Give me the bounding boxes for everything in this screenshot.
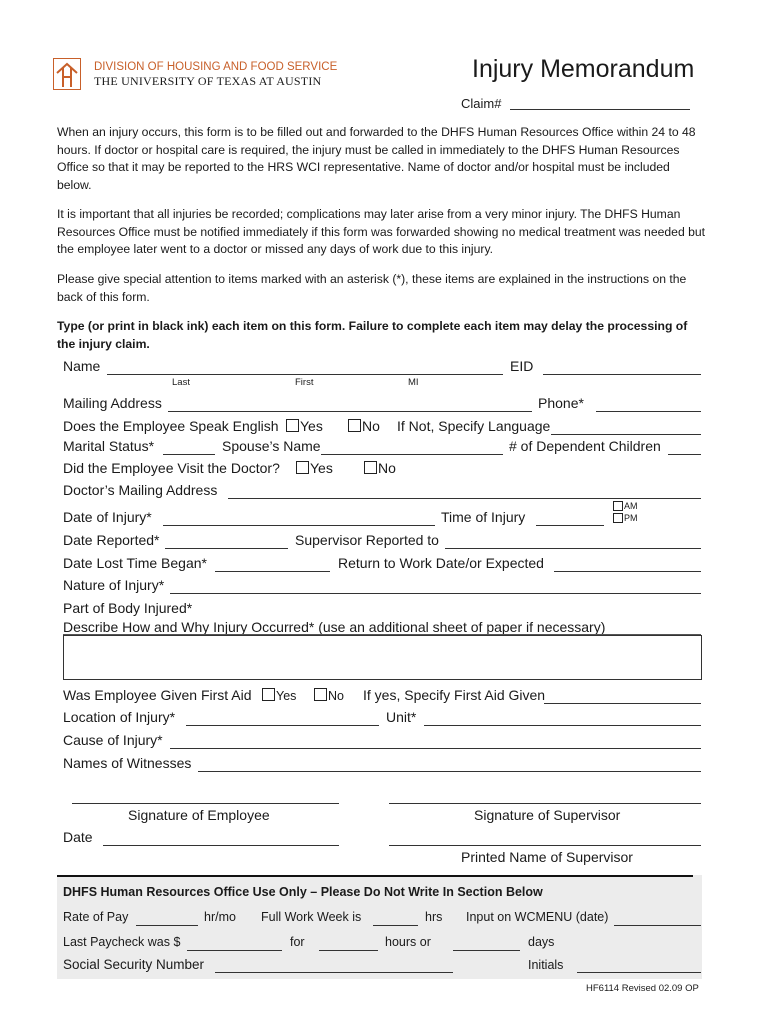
part-of-body-label: Part of Body Injured* [63, 600, 193, 616]
instructions-paragraph-2: It is important that all injuries be recorded; complications may later arise from a very minor injury. The DHFS Human Resources Office must be notified immediately if this form was forwarded showing no medical treatment was needed but the employee later went to a doctor or missed any days of work due to this injury. [57, 207, 706, 256]
witnesses-label: Names of Witnesses [63, 755, 192, 771]
date-label: Date [63, 829, 93, 845]
for-hours-field[interactable] [319, 950, 378, 951]
cause-field[interactable] [170, 748, 701, 749]
phone-label: Phone* [538, 395, 584, 411]
speak-english-no-label: No [362, 418, 380, 434]
speak-english-yes-checkbox[interactable] [286, 419, 299, 432]
input-wcmenu-field[interactable] [614, 925, 701, 926]
location-label: Location of Injury* [63, 709, 176, 725]
spouse-name-field[interactable] [321, 454, 503, 455]
last-paycheck-label: Last Paycheck was $ [63, 935, 181, 949]
division-name: DIVISION OF HOUSING AND FOOD SERVICE [94, 61, 338, 73]
eid-label: EID [510, 358, 534, 374]
office-use-heading: DHFS Human Resources Office Use Only – Please Do Not Write In Section Below [63, 885, 543, 899]
rate-of-pay-field[interactable] [136, 925, 198, 926]
employee-signature-field[interactable] [72, 803, 339, 804]
date-of-injury-field[interactable] [163, 525, 435, 526]
first-sublabel: First [295, 377, 314, 388]
speak-english-no-checkbox[interactable] [348, 419, 361, 432]
visit-doctor-label: Did the Employee Visit the Doctor? [63, 460, 280, 476]
speak-english-yes-label: Yes [300, 418, 323, 434]
mi-sublabel: MI [408, 377, 419, 388]
first-aid-label: Was Employee Given First Aid [63, 687, 252, 703]
date-lost-time-label: Date Lost Time Began* [63, 555, 207, 571]
visit-doctor-yes-label: Yes [310, 460, 333, 476]
mailing-address-field[interactable] [168, 411, 532, 412]
dependents-label: # of Dependent Children [509, 438, 661, 454]
describe-label: Describe How and Why Injury Occurred* (use an additional sheet of paper if necessary) [63, 619, 606, 635]
ssn-label: Social Security Number [63, 957, 205, 972]
am-checkbox[interactable] [613, 501, 623, 511]
date-reported-label: Date Reported* [63, 532, 160, 548]
pm-checkbox[interactable] [613, 513, 623, 523]
days-label: days [528, 935, 555, 949]
claim-label: Claim# [461, 96, 502, 111]
visit-doctor-no-label: No [378, 460, 396, 476]
unit-field[interactable] [424, 725, 701, 726]
first-aid-no-checkbox[interactable] [314, 688, 327, 701]
time-of-injury-field[interactable] [536, 525, 604, 526]
date-of-injury-label: Date of Injury* [63, 509, 152, 525]
marital-status-field[interactable] [163, 454, 215, 455]
supervisor-reported-field[interactable] [445, 548, 701, 549]
ssn-field[interactable] [215, 972, 453, 973]
location-field[interactable] [186, 725, 379, 726]
am-label: AM [624, 501, 638, 511]
marital-status-label: Marital Status* [63, 438, 155, 454]
return-to-work-label: Return to Work Date/or Expected [338, 555, 544, 571]
first-aid-yes-label: Yes [276, 689, 297, 703]
cause-label: Cause of Injury* [63, 732, 163, 748]
housing-logo [53, 58, 81, 90]
initials-label: Initials [528, 958, 564, 972]
unit-label: Unit* [386, 709, 417, 725]
first-aid-specify-label: If yes, Specify First Aid Given [363, 687, 546, 703]
first-aid-specify-field[interactable] [544, 703, 701, 704]
language-field[interactable] [551, 434, 701, 435]
visit-doctor-yes-checkbox[interactable] [296, 461, 309, 474]
date-field[interactable] [103, 845, 339, 846]
hr-mo-label: hr/mo [204, 910, 236, 924]
return-to-work-field[interactable] [554, 571, 701, 572]
nature-of-injury-label: Nature of Injury* [63, 577, 165, 593]
name-label: Name [63, 358, 101, 374]
eid-field[interactable] [543, 374, 701, 375]
printed-supervisor-label: Printed Name of Supervisor [461, 849, 633, 865]
first-aid-no-label: No [328, 689, 344, 703]
pm-label: PM [624, 513, 638, 523]
page-title: Injury Memorandum [472, 55, 695, 83]
last-paycheck-field[interactable] [187, 950, 282, 951]
time-of-injury-label: Time of Injury [441, 509, 526, 525]
dependents-field[interactable] [668, 454, 701, 455]
employee-signature-label: Signature of Employee [128, 807, 270, 823]
claim-field[interactable] [510, 109, 690, 110]
printed-supervisor-field[interactable] [389, 845, 701, 846]
instructions-paragraph-4: Type (or print in black ink) each item on this form. Failure to complete each item may delay the processing of the injury claim. [57, 319, 688, 351]
days-field[interactable] [453, 950, 520, 951]
last-sublabel: Last [172, 377, 190, 388]
for-label: for [290, 935, 305, 949]
input-wcmenu-label: Input on WCMENU (date) [466, 910, 609, 924]
supervisor-signature-field[interactable] [389, 803, 701, 804]
first-aid-yes-checkbox[interactable] [262, 688, 275, 701]
date-reported-field[interactable] [165, 548, 288, 549]
doctor-address-field[interactable] [228, 498, 701, 499]
supervisor-reported-label: Supervisor Reported to [295, 532, 439, 548]
speak-english-label: Does the Employee Speak English [63, 418, 279, 434]
visit-doctor-no-checkbox[interactable] [364, 461, 377, 474]
phone-field[interactable] [596, 411, 701, 412]
hrs-label: hrs [425, 910, 443, 924]
nature-of-injury-field[interactable] [170, 593, 701, 594]
full-work-week-field[interactable] [373, 925, 418, 926]
hours-or-label: hours or [385, 935, 431, 949]
mailing-address-label: Mailing Address [63, 395, 162, 411]
instructions-paragraph-1: When an injury occurs, this form is to be filled out and forwarded to the DHFS Human Resources Office within 24 to 48 hours. If doctor or hospital care is required, the injury must be called in immediately to the DHFS Human Resources Office so that it may be reported to the HRS WCI representative. Name of doctor and/or hospital must be included below. [57, 125, 696, 192]
office-use-divider [57, 875, 693, 877]
describe-textarea[interactable] [63, 635, 702, 680]
rate-of-pay-label: Rate of Pay [63, 910, 129, 924]
instructions-paragraph-3: Please give special attention to items marked with an asterisk (*), these items are explained in the instructions on the back of this form. [57, 272, 687, 304]
house-logo-icon [54, 59, 80, 89]
doctor-address-label: Doctor’s Mailing Address [63, 482, 218, 498]
name-field[interactable] [107, 374, 503, 375]
supervisor-signature-label: Signature of Supervisor [474, 807, 621, 823]
date-lost-time-field[interactable] [215, 571, 330, 572]
witnesses-field[interactable] [198, 771, 701, 772]
spouse-name-label: Spouse’s Name [222, 438, 321, 454]
initials-field[interactable] [577, 972, 701, 973]
form-number: HF6114 Revised 02.09 OP [586, 983, 699, 994]
full-work-week-label: Full Work Week is [261, 910, 362, 924]
university-name: THE UNIVERSITY OF TEXAS AT AUSTIN [94, 74, 322, 88]
if-not-language-label: If Not, Specify Language [397, 418, 551, 434]
